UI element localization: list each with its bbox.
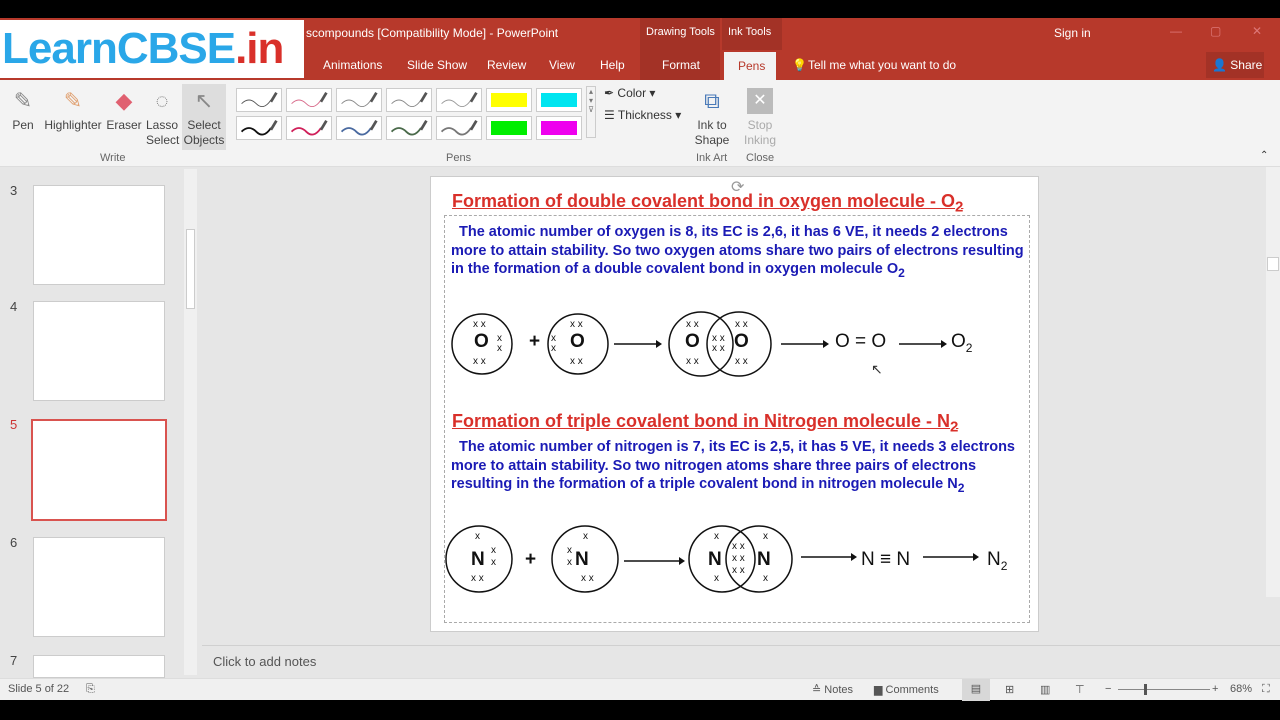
zoom-out-icon[interactable]: − (1105, 683, 1112, 695)
pen-swatch-3[interactable] (386, 88, 432, 112)
svg-text:x x: x x (570, 356, 583, 367)
stop-inking-button[interactable] (742, 88, 778, 148)
slide-thumbnail-4[interactable] (33, 301, 165, 401)
sign-in-link[interactable]: Sign in (1054, 26, 1091, 40)
logo-suffix: .in (235, 24, 284, 73)
svg-text:x x: x x (712, 343, 725, 354)
pen-button[interactable] (8, 88, 38, 133)
thickness-button[interactable]: ☰ Thickness ▾ (604, 108, 682, 122)
svg-text:x: x (583, 531, 588, 542)
pen-swatch-7[interactable] (236, 116, 282, 140)
plus-sign: + (529, 331, 541, 352)
thumbnail-scrollbar[interactable] (184, 169, 197, 675)
eraser-icon: ◆ (115, 88, 133, 113)
slide-thumbnail-5-selected[interactable] (31, 419, 167, 521)
share-label: Share (1230, 58, 1263, 72)
oxygen-atom-2: O (570, 331, 585, 352)
ink-art-group-label: Ink Art (696, 152, 728, 164)
eraser-button[interactable] (106, 88, 142, 133)
oxygen-shared-2: O (734, 331, 749, 352)
svg-text:x: x (551, 333, 556, 344)
pen-swatch-5[interactable] (486, 88, 532, 112)
tab-view[interactable]: View (549, 58, 575, 72)
svg-text:x x: x x (735, 356, 748, 367)
ink-to-shape-icon: ⧉ (704, 88, 720, 113)
pen-swatch-2[interactable] (336, 88, 382, 112)
maximize-icon[interactable]: ▢ (1210, 24, 1222, 38)
svg-text:x: x (714, 573, 719, 584)
notes-placeholder: Click to add notes (213, 654, 317, 669)
select-objects-button[interactable] (182, 84, 226, 150)
svg-text:x: x (763, 573, 768, 584)
pen-swatch-6[interactable] (536, 88, 582, 112)
context-tab-ink-tools: Ink Tools (722, 18, 782, 50)
gallery-scroll[interactable]: ▴ ▾ ⊽ (586, 86, 596, 138)
oxygen-atom-1: O (474, 331, 489, 352)
label: Pen (12, 118, 34, 132)
nitrogen-atom-2: N (575, 549, 589, 570)
zoom-in-icon[interactable]: + (1212, 683, 1219, 695)
heading-double-bond: Formation of double covalent bond in oxygen molecule - $O_2$ (452, 191, 964, 216)
lasso-select-button[interactable] (146, 88, 178, 148)
notes-pane[interactable] (202, 645, 1280, 678)
thumb-number: 6 (10, 535, 18, 550)
zoom-level[interactable]: 68% (1230, 683, 1253, 695)
pen-swatch-13[interactable] (536, 116, 582, 140)
window-title: scompounds [Compatibility Mode] - PowerPoint (306, 26, 559, 40)
svg-text:x: x (714, 531, 719, 542)
svg-text:x x: x x (473, 319, 486, 330)
svg-text:x: x (491, 545, 496, 556)
paragraph-oxygen: The atomic number of oxygen is 8, its EC is 2,6, it has 6 VE, it needs 2 electrons more to attain stability. So two oxygen atoms share two pairs of electrons resulting in the formation of a double covalent bond in oxygen molecule $O_2$ (451, 224, 1024, 280)
slide-thumbnail-3[interactable] (33, 185, 165, 285)
oxygen-shared-1: O (685, 331, 700, 352)
selection-box[interactable] (444, 215, 1030, 623)
color-button[interactable]: ✒ Color ▾ (604, 86, 656, 100)
tab-pens[interactable]: Pens (724, 52, 776, 80)
svg-text:x x: x x (732, 541, 745, 552)
minimize-icon[interactable]: — (1170, 24, 1182, 38)
svg-text:x x: x x (686, 319, 699, 330)
pen-color-icon: ✒ (604, 86, 615, 100)
share-button[interactable] (1206, 52, 1264, 78)
thumb-number: 5 (10, 417, 18, 432)
spellcheck-icon[interactable]: ⎘ (86, 683, 95, 695)
svg-text:x x: x x (732, 553, 745, 564)
pen-swatch-9[interactable] (336, 116, 382, 140)
svg-text:x: x (763, 531, 768, 542)
heading-triple-bond: Formation of triple covalent bond in Nitrogen molecule - $N_2$ (452, 411, 959, 436)
notes-button[interactable]: ≙ Notes (812, 684, 854, 696)
svg-text:x: x (497, 333, 502, 344)
label: Highlighter (44, 118, 102, 132)
close-icon[interactable]: ✕ (1252, 24, 1263, 38)
label: Thickness (617, 108, 672, 122)
person-icon: 👤 (1212, 58, 1227, 72)
tell-me-search[interactable]: Tell me what you want to do (808, 58, 957, 72)
n-triple-bond: N ≡ N (861, 549, 911, 570)
label: Eraser (106, 118, 142, 132)
pens-group-label: Pens (446, 152, 472, 164)
pen-swatch-4[interactable] (436, 88, 482, 112)
svg-text:x x: x x (581, 573, 594, 584)
svg-text:x: x (567, 557, 572, 568)
pen-swatch-12[interactable] (486, 116, 532, 140)
slide-thumbnail-7[interactable] (33, 655, 165, 678)
thickness-icon: ☰ (604, 108, 615, 122)
comments-button[interactable]: ▆ Comments (874, 684, 939, 696)
cursor-icon: ↖ (194, 88, 214, 113)
normal-view-icon[interactable]: ▤ (962, 679, 990, 701)
tab-help[interactable]: Help (600, 58, 625, 72)
collapse-ribbon-icon[interactable]: ⌃ (1260, 150, 1269, 161)
close-x-icon: ✕ (747, 88, 773, 114)
svg-text:x: x (475, 531, 480, 542)
nitrogen-atom-1: N (471, 549, 485, 570)
o-double-bond: O = O (835, 331, 887, 352)
label: Stop Inking (743, 118, 777, 147)
fit-to-window-icon[interactable]: ⛶ (1262, 683, 1270, 695)
svg-text:x: x (551, 343, 556, 354)
pen-swatch-0[interactable] (236, 88, 282, 112)
close-group-label: Close (746, 152, 775, 164)
slide-counter: Slide 5 of 22 (8, 683, 70, 695)
nitrogen-shared-2: N (757, 549, 771, 570)
n2-formula: $N_2$ (987, 549, 1008, 573)
context-tab-drawing-tools: Drawing Tools (640, 18, 720, 50)
zoom-slider[interactable] (1118, 689, 1210, 690)
label: Color (617, 86, 647, 100)
svg-text:x x: x x (473, 356, 486, 367)
ribbon (0, 80, 1280, 167)
o2-formula: $O_2$ (951, 331, 973, 355)
status-bar (0, 678, 1280, 700)
pen-swatch-1[interactable] (286, 88, 332, 112)
slide-scrollbar[interactable] (1266, 167, 1280, 597)
pen-swatch-8[interactable] (286, 116, 332, 140)
lightbulb-icon: 💡 (792, 58, 807, 72)
lasso-icon: ◌ (155, 88, 169, 113)
label: Lasso Select (146, 118, 180, 147)
slide-thumbnail-6[interactable] (33, 537, 165, 637)
slide-thumbnails (0, 167, 200, 678)
mouse-cursor-icon: ↖ (871, 361, 883, 377)
svg-text:x x: x x (471, 573, 484, 584)
pen-swatch-11[interactable] (436, 116, 482, 140)
thumb-number: 4 (10, 299, 18, 314)
svg-text:x: x (497, 343, 502, 354)
svg-text:x x: x x (712, 333, 725, 344)
paragraph-nitrogen: The atomic number of nitrogen is 7, its EC is 2,5, it has 5 VE, it needs 3 electrons more to attain stability. So two nitrogen atoms share three pairs of electrons resulting in the formation of a triple covalent bond in nitrogen molecule $N_2$ (451, 439, 1015, 495)
slide-canvas[interactable] (430, 176, 1039, 632)
highlighter-icon: ✎ (63, 88, 83, 113)
nitrogen-shared-1: N (708, 549, 722, 570)
tab-format[interactable]: Format (640, 50, 720, 80)
write-group-label: Write (100, 152, 126, 164)
highlighter-button[interactable] (44, 88, 102, 133)
tab-review[interactable]: Review (487, 58, 527, 72)
ink-to-shape-button[interactable] (694, 88, 730, 148)
logo-text: LearnCBSE (2, 24, 236, 73)
tab-slide-show[interactable]: Slide Show (407, 58, 468, 72)
label: Select Objects (183, 118, 225, 147)
rotate-handle-icon[interactable]: ⟳ (731, 179, 745, 196)
label: Ink to Shape (694, 118, 730, 147)
svg-text:x x: x x (686, 356, 699, 367)
thumb-number: 3 (10, 183, 18, 198)
thumb-number: 7 (10, 653, 18, 668)
slide-sorter-icon[interactable]: ⊞ (1005, 684, 1015, 696)
plus-sign: + (525, 549, 537, 570)
svg-text:x: x (491, 557, 496, 568)
learncbse-logo (0, 20, 304, 78)
svg-text:x x: x x (735, 319, 748, 330)
tab-animations[interactable]: Animations (323, 58, 383, 72)
svg-text:x x: x x (732, 565, 745, 576)
svg-text:x: x (567, 545, 572, 556)
pen-icon: ✎ (13, 88, 33, 113)
pen-swatch-10[interactable] (386, 116, 432, 140)
reading-view-icon[interactable]: ▥ (1040, 684, 1051, 696)
svg-text:x x: x x (570, 319, 583, 330)
slideshow-icon[interactable]: ⊤ (1075, 684, 1085, 696)
